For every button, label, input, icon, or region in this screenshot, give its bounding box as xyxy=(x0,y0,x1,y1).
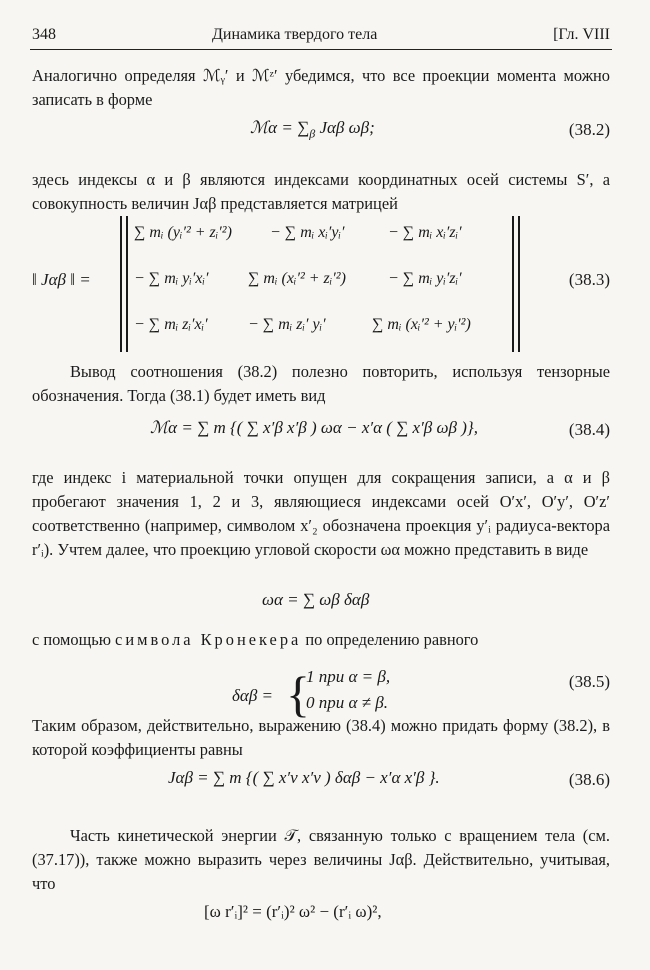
matrix-cell: ∑ mᵢ (xᵢ′² + zᵢ′²) xyxy=(248,270,346,287)
header-rule xyxy=(30,49,612,50)
equation-38-2: ℳα = $\sum_\beta$ Jαβ ωβ; xyxy=(250,118,375,141)
paragraph-6: Таким образом, действительно, выражению (38.4) можно придать форму (38.2), в которой коэффициенты равны xyxy=(32,716,610,759)
equation-number-38-6: (38.6) xyxy=(568,770,610,789)
equation-number-38-2: (38.2) xyxy=(568,120,610,139)
matrix-cell: − ∑ mᵢ yᵢ′xᵢ′ xyxy=(134,270,209,287)
equation-number-38-3: (38.3) xyxy=(568,270,610,289)
paragraph-5: с помощью символа Кронекера по определению равного xyxy=(32,630,479,649)
matrix-cell: ∑ mᵢ (xᵢ′² + yᵢ′²) xyxy=(372,316,471,333)
paragraph-1: Аналогично определяя ℳᵧ′ и ℳᶻ′ убедимся, что все проекции момента можно записать в форме xyxy=(32,66,610,109)
matrix-38-3 xyxy=(120,216,520,352)
equation-omega: ωα = ∑ ωβ δαβ xyxy=(262,590,370,609)
running-title: Динамика твердого тела xyxy=(212,26,378,43)
matrix-lhs: ‖ Jαβ ‖ = xyxy=(32,270,91,289)
matrix-cell: − ∑ mᵢ zᵢ′ yᵢ′ xyxy=(248,316,326,333)
paragraph-7: Часть кинетической энергии 𝒯, связанную только с вращением тела (см. (37.17)), также можно выразить через величины Jαβ. Действительно, учитывая, что xyxy=(32,826,610,893)
matrix-cell: − ∑ mᵢ xᵢ′zᵢ′ xyxy=(388,224,462,241)
matrix-cell: − ∑ mᵢ yᵢ′zᵢ′ xyxy=(388,270,462,287)
page-number: 348 xyxy=(32,26,56,43)
matrix-cell: − ∑ mᵢ xᵢ′yᵢ′ xyxy=(270,224,345,241)
paragraph-2: здесь индексы α и β являются индексами координатных осей системы S′, а совокупность величин Jαβ представляется матрицей xyxy=(32,170,610,213)
paragraph-3: Вывод соотношения (38.2) полезно повторить, используя тензорные обозначения. Тогда (38.1) будет иметь вид xyxy=(32,362,610,405)
equation-number-38-5: (38.5) xyxy=(568,672,610,691)
paragraph-4: где индекс i материальной точки опущен для сокращения записи, а α и β пробегают значения 1, 2 и 3, являющиеся индексами осей O′x′, O′y′, O′z′ соответственно (например, символом x′₂ обозначена проекция y′ᵢ радиуса-вектора r′ᵢ). Учтем далее, что проекцию угловой скорости ωα можно представить в виде xyxy=(32,468,610,559)
equation-last: [ω r′ᵢ]² = (r′ᵢ)² ω² − (r′ᵢ ω)², xyxy=(204,902,382,921)
equation-number-38-4: (38.4) xyxy=(568,420,610,439)
equation-38-6: Jαβ = ∑ m {( ∑ x′ν x′ν ) δαβ − x′α x′β }. xyxy=(168,768,440,787)
book-page: 348 Динамика твердого тела [Гл. VIII Аналогично определяя ℳᵧ′ и ℳᶻ′ убедимся, что все проекции момента можно записать в форме ℳα = $\sum_\beta$ Jαβ ωβ; (38.2) здесь индексы α и β являются индексами координатных осей системы S′, а совокупность величин Jαβ представляется матрицей ‖ Jαβ ‖ = ∑ mᵢ (yᵢ′² + zᵢ′²) − ∑ mᵢ xᵢ′yᵢ′ − ∑ mᵢ xᵢ′zᵢ′ − ∑ mᵢ yᵢ′xᵢ′ ∑ mᵢ (xᵢ′² + zᵢ′²) − ∑ mᵢ yᵢ′zᵢ′ − ∑ mᵢ zᵢ′xᵢ′ − ∑ mᵢ zᵢ′ yᵢ′ ∑ mᵢ (xᵢ′² + yᵢ′²) (38.3) Вывод соотношения (38.2) полезно повторить, используя тензорные обозначения. Тогда (38.1) будет иметь вид ℳα = ∑ m {( ∑ x′β x′β ) ωα − x′α ( ∑ x′β ωβ )}, (38.4) где индекс i материальной точки опущен для сокращения записи, а α и β пробегают значения 1, 2 и 3, являющиеся индексами осей O′x′, O′y′, O′z′ соответственно (например, символом x′₂ обозначена проекция y′ᵢ радиуса-вектора r′ᵢ). Учтем далее, что проекцию угловой скорости ωα можно представить в виде ωα = ∑ ωβ δαβ с помощью символа Кронекера по определению равного δαβ = { 1 при α = β, 0 при α ≠ β. (38.5) Таким образом, действительно, выражению (38.4) можно придать форму (38.2), в которой коэффициенты равны Jαβ = ∑ m {( ∑ x′ν x′ν ) δαβ − x′α x′β }. (38.6) Часть кинетической энергии 𝒯, связанную только с вращением тела (см. (37.17)), также можно выразить через величины Jαβ. Действительно, учитывая, что [ω r′ᵢ]² = (r′ᵢ)² ω² − (r′ᵢ ω)², xyxy=(32,26,610,921)
running-header xyxy=(32,26,610,48)
chapter-label: [Гл. VIII xyxy=(553,26,610,43)
matrix-cell: − ∑ mᵢ zᵢ′xᵢ′ xyxy=(134,316,208,333)
equation-38-4: ℳα = ∑ m {( ∑ x′β x′β ) ωα − x′α ( ∑ x′β ωβ )}, xyxy=(150,418,478,437)
matrix-cell: ∑ mᵢ (yᵢ′² + zᵢ′²) xyxy=(134,224,232,241)
